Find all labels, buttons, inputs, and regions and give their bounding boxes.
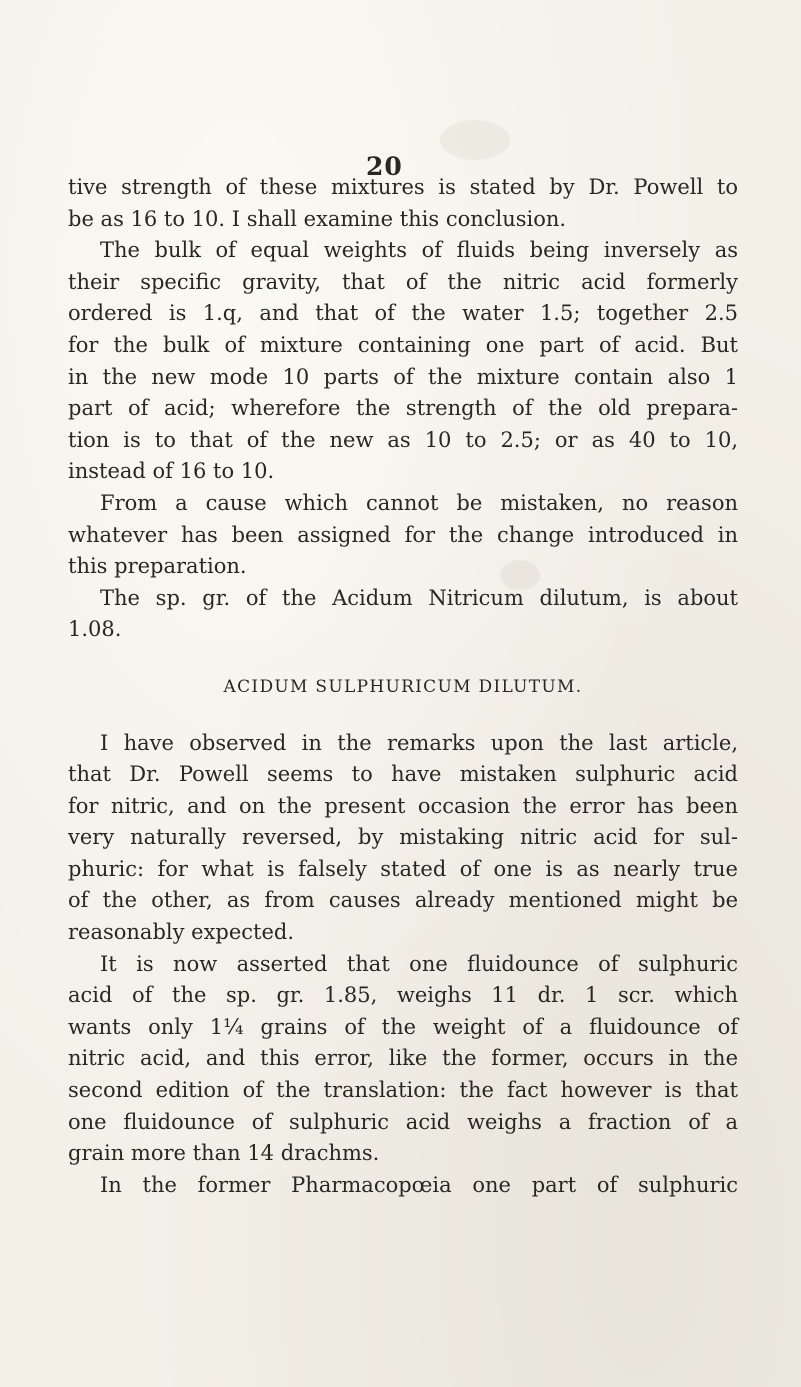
text-line: second edition of the translation: the fact however is that <box>68 1078 738 1103</box>
text-line: The sp. gr. of the Acidum Nitricum dilutum, is about <box>100 585 738 610</box>
text-line: phuric: for what is falsely stated of one is as nearly true <box>68 856 738 881</box>
text-line: for nitric, and on the present occasion the error has been <box>68 793 738 818</box>
text-line: in the new mode 10 parts of the mixture contain also 1 <box>68 364 738 389</box>
text-line: The bulk of equal weights of fluids being inversely as <box>100 238 738 263</box>
text-line: From a cause which cannot be mistaken, no reason <box>100 490 738 515</box>
body-text <box>68 172 738 1201</box>
text-line: 1.08. <box>68 617 122 642</box>
section-heading: ACIDUM SULPHURICUM DILUTUM. <box>223 676 583 697</box>
text-line: be as 16 to 10. I shall examine this conclusion. <box>68 206 567 231</box>
text-line: tive strength of these mixtures is stated by Dr. Powell to <box>68 175 738 199</box>
text-line: one fluidounce of sulphuric acid weighs a fraction of a <box>68 1109 738 1134</box>
text-line: their specific gravity, that of the nitric acid formerly <box>68 269 738 294</box>
text-line: of the other, as from causes already mentioned might be <box>68 888 738 913</box>
text-line: In the former Pharmacopœia one part of sulphuric <box>100 1172 738 1197</box>
text-line: part of acid; wherefore the strength of the old prepara- <box>68 396 738 421</box>
text-line: that Dr. Powell seems to have mistaken sulphuric acid <box>68 762 738 787</box>
text-line: It is now asserted that one fluidounce of sulphuric <box>100 951 738 976</box>
text-line: instead of 16 to 10. <box>68 459 275 484</box>
text-line: very naturally reversed, by mistaking nitric acid for sul- <box>68 825 738 850</box>
text-line: for the bulk of mixture containing one part of acid. But <box>68 332 738 357</box>
text-line: ordered is 1.q, and that of the water 1.5; together 2.5 <box>68 301 738 326</box>
text-line: grain more than 14 drachms. <box>68 1141 380 1166</box>
text-line: this preparation. <box>68 554 247 579</box>
text-line: nitric acid, and this error, like the former, occurs in the <box>68 1046 738 1071</box>
paper-stain <box>440 120 510 160</box>
text-line: reasonably expected. <box>68 920 295 945</box>
text-line: wants only 1¼ grains of the weight of a fluidounce of <box>68 1014 738 1039</box>
text-line: acid of the sp. gr. 1.85, weighs 11 dr. 1 scr. which <box>68 983 738 1008</box>
text-line: whatever has been assigned for the change introduced in <box>68 522 738 547</box>
text-line: tion is to that of the new as 10 to 2.5; or as 40 to 10, <box>68 427 738 452</box>
page-number: 20 <box>366 152 403 181</box>
text-line: I have observed in the remarks upon the last article, <box>100 730 738 755</box>
